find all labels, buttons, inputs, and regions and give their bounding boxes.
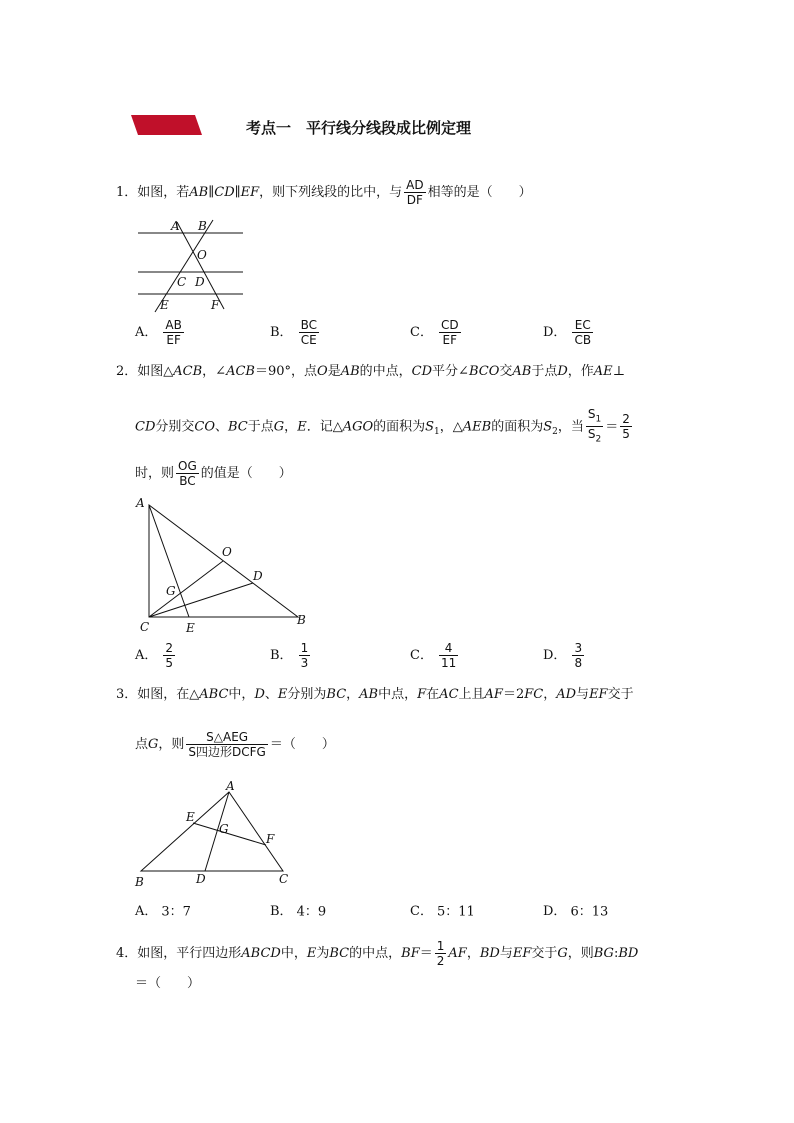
q3-option-d[interactable]: D． 6：13 (543, 904, 609, 920)
q3-label-f: F (266, 832, 275, 846)
q3-option-a[interactable]: A． 3：7 (135, 904, 191, 920)
q4-stem-line1: 4．如图，平行四边形ABCD中，E为BC的中点，BF＝ $\frac{1}{2}$ AF，BD与EF交于G，则BG:BD (116, 939, 639, 968)
q3-stem-line1: 3．如图，在△ABC中，D、E分别为BC，AB中点，F在AC上且AF＝2FC，AD与EF交于 (116, 687, 634, 702)
q1-label-e: E (160, 298, 169, 312)
q2-stem-line2: CD分别交CO、BC于点G，E．记△AGO的面积为$S_1$，△AEB的面积为$S_2$，当 $\frac{S_1}{S_2}$ ＝ $\frac{2}{5}$ (135, 407, 630, 445)
q2-ratio-fraction: $\frac{S_1}{S_2}$ (587, 407, 602, 445)
q2-label-g: G (166, 584, 176, 598)
q1-option-b[interactable]: B． $\frac{BC}{CE}$ (270, 318, 317, 347)
q1-option-a[interactable]: A． $\frac{AB}{EF}$ (135, 318, 182, 347)
q2-question-fraction: $\frac{OG}{BC}$ (178, 459, 197, 488)
q2-option-d[interactable]: D． $\frac{3}{8}$ (543, 641, 583, 670)
q1-label-d: D (195, 275, 205, 289)
q2-stem-line3: 时，则 $\frac{OG}{BC}$ 的值是（ ） (135, 459, 292, 488)
page-title: 考点一 平行线分线段成比例定理 (246, 119, 472, 137)
q3-label-g: G (219, 822, 229, 836)
q3-label-c: C (279, 872, 289, 886)
q2-option-b[interactable]: B． $\frac{1}{3}$ (270, 641, 309, 670)
q2-stem-line1: 2．如图△ACB，∠ACB＝90°，点O是AB的中点，CD平分∠BCO交AB于点D，作AE⊥ (116, 364, 625, 379)
q4-stem-line2: ＝（ ） (135, 976, 201, 991)
q3-option-b[interactable]: B． 4：9 (270, 904, 327, 920)
q2-option-c[interactable]: C． $\frac{4}{11}$ (410, 641, 457, 670)
q2-value-fraction: $\frac{2}{5}$ (622, 412, 630, 442)
q1-option-d[interactable]: D． $\frac{EC}{CB}$ (543, 318, 592, 347)
q3-area-fraction: $\frac{\text{S△AEG}}{\text{S四边形DCFG}}$ (188, 730, 266, 759)
q2-label-d: D (253, 569, 263, 583)
q1-label-f: F (211, 298, 220, 312)
q1-label-a: A (171, 219, 180, 233)
q3-label-d: D (196, 872, 206, 886)
q1-stem: 1．如图，若AB∥CD∥EF，则下列线段的比中，与 $\frac{AD}{DF}$ 相等的是（ ） (116, 178, 532, 207)
q1-label-c: C (177, 275, 187, 289)
q2-label-c: C (140, 620, 150, 634)
q2-label-b: B (297, 613, 306, 627)
q1-label-b: B (198, 219, 207, 233)
q2-option-a[interactable]: A． $\frac{2}{5}$ (135, 641, 174, 670)
q2-label-e: E (186, 621, 195, 635)
q3-label-a: A (226, 779, 235, 793)
q4-half-fraction: $\frac{1}{2}$ (436, 939, 445, 968)
q2-label-a: A (136, 496, 145, 510)
q1-label-o: O (197, 248, 207, 262)
q3-option-c[interactable]: C． 5：11 (410, 904, 475, 920)
q3-label-e: E (186, 810, 195, 824)
q3-stem-line2: 点G，则 $\frac{\text{S△AEG}}{\text{S四边形DCFG}}$ ＝（ ） (135, 730, 335, 759)
q2-label-o: O (222, 545, 232, 559)
q1-option-c[interactable]: C． $\frac{CD}{EF}$ (410, 318, 459, 347)
q3-label-b: B (135, 875, 144, 889)
q1-fraction: $\frac{AD}{DF}$ (406, 178, 424, 207)
